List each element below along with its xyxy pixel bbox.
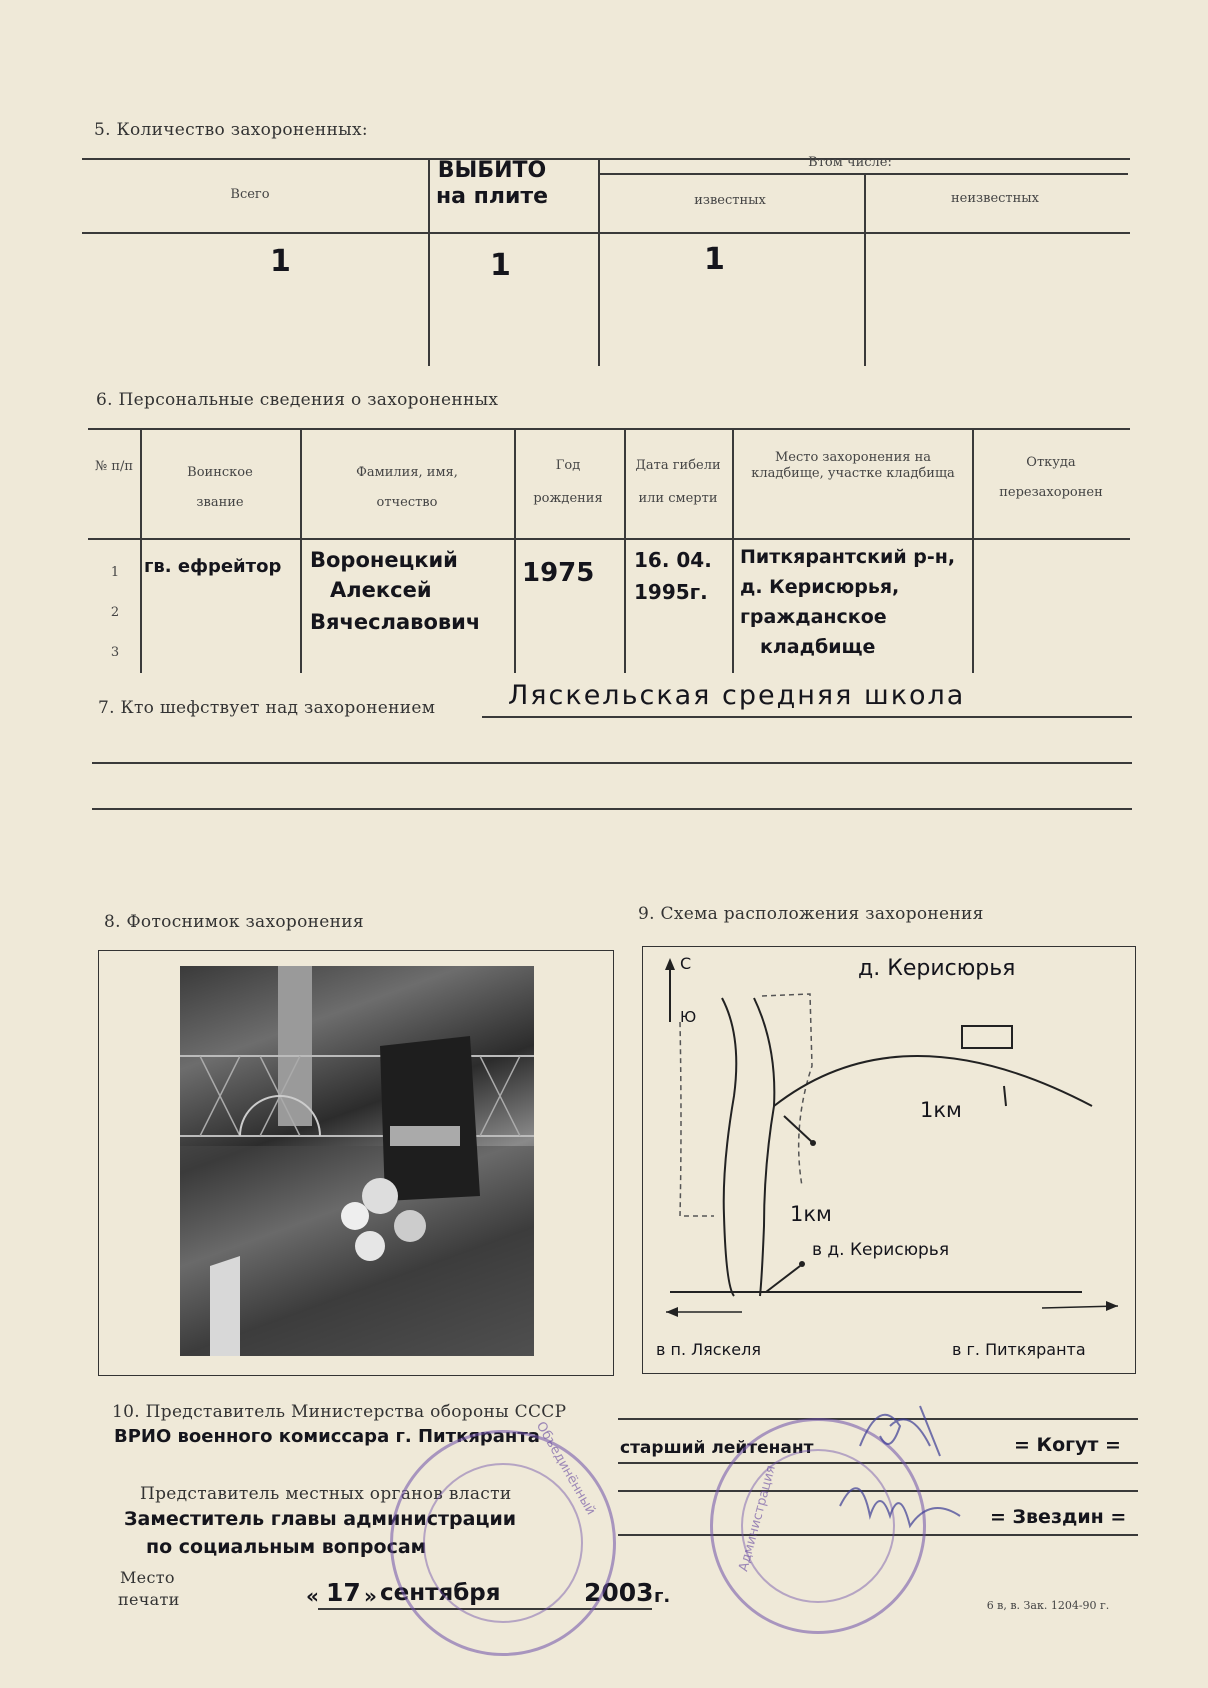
location-scheme [642, 946, 1136, 1374]
left-direction-label: в п. Ляскеля [656, 1340, 761, 1359]
turn-point [799, 1261, 805, 1267]
record-name-line2: Алексей [330, 578, 432, 602]
section7-line-1 [482, 716, 1132, 718]
distance-1-label: 1км [920, 1098, 962, 1122]
date-suffix: » [364, 1584, 377, 1608]
table5-col-divider-1 [428, 158, 430, 366]
table6-divider-5 [732, 428, 734, 673]
table6-header-border [88, 538, 1130, 540]
section7-label: 7. Кто шефствует над захоронением [98, 698, 436, 718]
turn-label: в д. Керисюрья [812, 1240, 950, 1260]
cemetery-boundary [680, 994, 812, 1216]
table6-divider-1 [140, 428, 142, 673]
photo-content [180, 966, 534, 1356]
table6-divider-6 [972, 428, 974, 673]
mo-rank: старший лейтенант [620, 1438, 814, 1458]
stamped-value: 1 [490, 248, 511, 283]
date-g: г. [654, 1586, 671, 1607]
section7-line-2 [92, 762, 1132, 764]
left-direction-arrow-head [666, 1307, 678, 1317]
mo-position: ВРИО военного комиссара г. Питкяранта [114, 1426, 540, 1447]
record-year: 1975 [522, 558, 595, 588]
table5-top-border [82, 158, 1130, 160]
header-place: Место захоронения на кладбище, участке кладбища [751, 450, 955, 482]
table6-top-border [88, 428, 1130, 430]
header-from: Откуда перезахоронен [999, 455, 1103, 500]
signatures [820, 1386, 1000, 1566]
distance-2-label: 1км [790, 1202, 832, 1226]
burial-photo [180, 966, 534, 1356]
row-num-2: 2 [110, 605, 120, 620]
record-place-line1: Питкярантский р-н, [740, 546, 956, 568]
turn-pointer [766, 1266, 800, 1292]
header-name: Фамилия, имя, отчество [356, 465, 458, 510]
total-value: 1 [270, 244, 291, 279]
record-name-line3: Вячеславович [310, 610, 481, 634]
section5-title: 5. Количество захороненных: [94, 120, 368, 140]
section10-label: 10. Представитель Министерства обороны СССР [112, 1402, 567, 1422]
table5-header-border [82, 232, 1130, 234]
section8-label: 8. Фотоснимок захоронения [104, 912, 364, 932]
table5-including-divider [598, 173, 1128, 175]
mo-name: = Когут = [1014, 1434, 1121, 1456]
record-rank: гв. ефрейтор [144, 556, 282, 577]
record-place-line2: д. Керисюрья, [740, 576, 900, 598]
col-including-header: Втом числе: [808, 155, 892, 170]
north-label: С [680, 954, 692, 973]
right-direction-arrow-head [1106, 1301, 1118, 1311]
col-stamped-header: ВЫБИТО на плите [435, 158, 549, 209]
record-place-line3: гражданское [740, 606, 887, 628]
official-stamp-left-inner [423, 1463, 583, 1623]
local-position-line1: Заместитель главы администрации [124, 1508, 517, 1530]
table5-col-divider-3 [864, 173, 866, 366]
mo-signature [860, 1406, 940, 1456]
record-death-line1: 16. 04. [634, 548, 712, 572]
print-info: 6 в, в. Зак. 1204-90 г. [986, 1599, 1110, 1612]
local-label: Представитель местных органов власти [140, 1484, 512, 1504]
seal-label-line1: Место [120, 1568, 175, 1587]
record-place-line4: кладбище [760, 636, 876, 658]
date-prefix: « [306, 1584, 319, 1608]
col-known-header: известных [694, 193, 766, 208]
section6-title: 6. Персональные сведения о захороненных [96, 390, 499, 410]
record-name-line1: Воронецкий [310, 548, 458, 572]
date-year: 2003 [584, 1578, 654, 1607]
section7-line-3 [92, 808, 1132, 810]
table5-col-divider-2 [598, 158, 600, 366]
section7-value: Ляскельская средняя школа [508, 680, 966, 711]
local-position-line2: по социальным вопросам [146, 1536, 427, 1558]
section9-label: 9. Схема расположения захоронения [638, 904, 984, 924]
south-label: Ю [680, 1008, 697, 1026]
header-death: Дата гибели или смерти [635, 458, 721, 506]
village-label: д. Керисюрья [858, 956, 1016, 981]
local-name: = Звездин = [990, 1506, 1127, 1528]
north-arrow-head [665, 958, 675, 970]
local-signature [840, 1488, 960, 1526]
road-right-edge [754, 998, 774, 1296]
header-rank: Воинское звание [187, 465, 253, 510]
stamp-left-text: Объединённый [532, 1419, 599, 1518]
village-building [962, 1026, 1012, 1048]
right-direction-label: в г. Питкяранта [952, 1340, 1086, 1359]
col-unknown-header: неизвестных [951, 191, 1039, 206]
header-num: № п/п [94, 459, 134, 474]
row-num-1: 1 [110, 565, 120, 580]
record-death-line2: 1995г. [634, 580, 708, 604]
path-to-grave [784, 1116, 812, 1142]
date-month: сентября [380, 1580, 501, 1606]
seal-label-line2: печати [118, 1590, 180, 1609]
official-stamp-left [390, 1419, 616, 1656]
table6-divider-2 [300, 428, 302, 673]
col-total-header: Всего [230, 187, 270, 202]
road-left-edge [722, 998, 736, 1296]
row-num-3: 3 [110, 645, 120, 660]
village-marker [1004, 1086, 1006, 1106]
known-value: 1 [704, 242, 725, 277]
table6-divider-3 [514, 428, 516, 673]
grave-point [810, 1140, 816, 1146]
date-day: 17 [326, 1578, 361, 1607]
stamp-right-text: Администрация [736, 1463, 779, 1574]
header-year: Год рождения [533, 458, 603, 506]
